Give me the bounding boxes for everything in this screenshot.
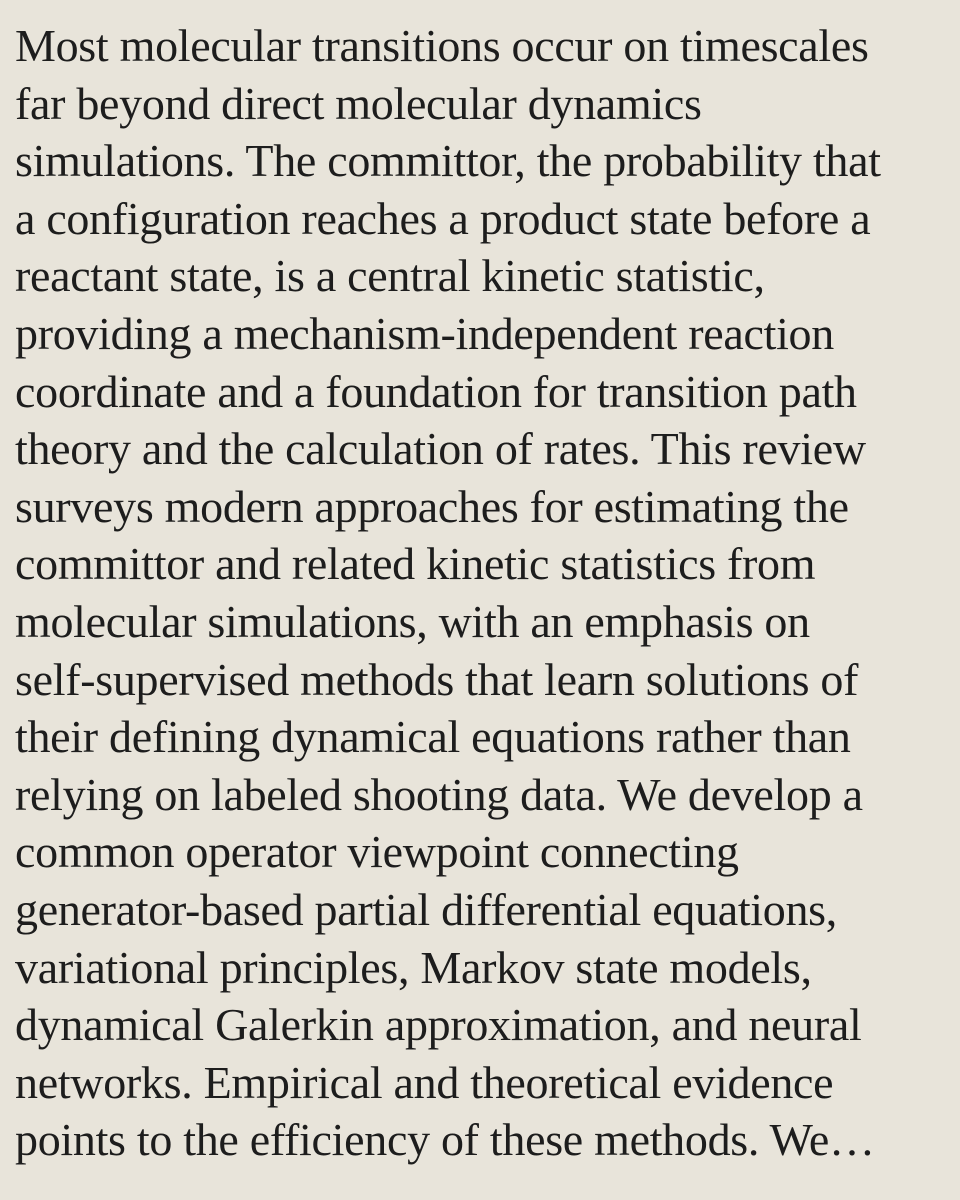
abstract-line: providing a mechanism-independent reaction [15,307,834,359]
abstract-line: surveys modern approaches for estimating the [15,480,849,532]
abstract-line: Most molecular transitions occur on timescales [15,20,869,71]
abstract-text [15,17,955,1169]
abstract-line: reactant state, is a central kinetic statistic, [15,250,765,302]
abstract-line: simulations. The committor, the probability that [15,135,881,187]
abstract-line: a configuration reaches a product state before a [15,192,871,244]
abstract-line: coordinate and a foundation for transition path [15,365,857,417]
abstract-line: committor and related kinetic statistics from [15,538,816,590]
abstract-line: their defining dynamical equations rather than [15,711,851,763]
abstract-line: far beyond direct molecular dynamics [15,77,702,129]
abstract-line: self-supervised methods that learn solutions of [15,653,859,705]
abstract-line: common operator viewpoint connecting [15,826,739,878]
abstract-line: molecular simulations, with an emphasis on [15,595,810,647]
abstract-line: theory and the calculation of rates. This review [15,423,866,475]
abstract-line: generator-based partial differential equations, [15,883,837,935]
abstract-line: variational principles, Markov state models, [15,941,812,993]
abstract-line: points to the efficiency of these methods. We… [15,1114,875,1166]
abstract-line: dynamical Galerkin approximation, and neural [15,999,862,1051]
abstract-line: relying on labeled shooting data. We develop a [15,768,863,820]
abstract-line: networks. Empirical and theoretical evidence [15,1056,834,1108]
